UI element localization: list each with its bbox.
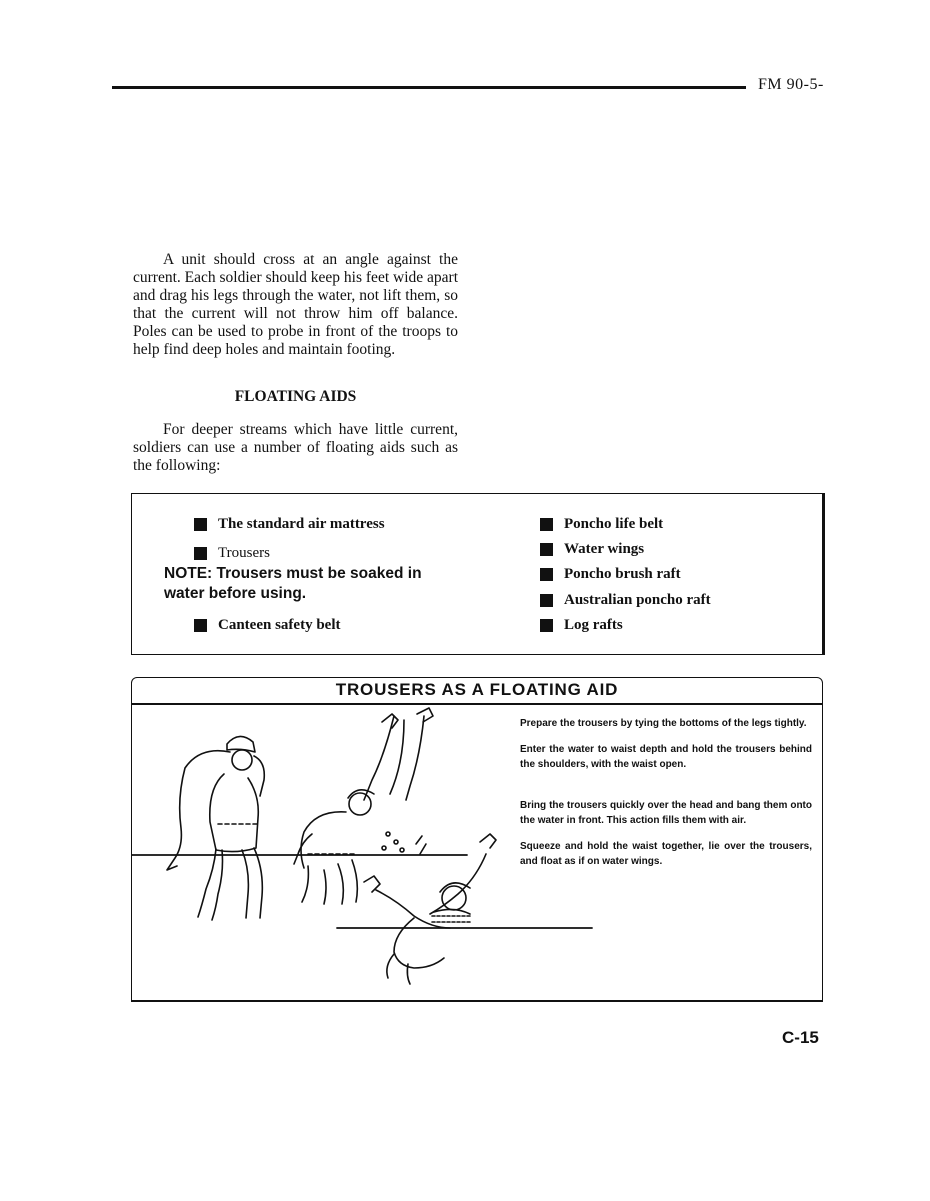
step-bring-over-head: Bring the trousers quickly over the head and bang them onto the water in front. This action fills them with air.	[520, 800, 812, 826]
step-prepare: Prepare the trousers by tying the bottoms of the legs tightly.	[520, 718, 807, 729]
document-id: FM 90-5-	[758, 76, 824, 93]
section-heading-floating-aids: FLOATING AIDS	[234, 388, 357, 405]
header-rule	[112, 86, 746, 89]
step-enter-water: Enter the water to waist depth and hold the trousers behind the shoulders, with the waist open.	[520, 744, 812, 770]
list-item: Australian poncho raft	[540, 592, 711, 609]
square-bullet-icon	[194, 547, 207, 560]
list-item: The standard air mattress	[194, 516, 385, 533]
floating-aids-list	[131, 493, 825, 655]
trousers-note: NOTE: Trousers must be soaked in water before using.	[164, 565, 422, 602]
page-number: C-15	[782, 1028, 819, 1047]
list-item: Canteen safety belt	[194, 617, 340, 634]
list-item: Water wings	[540, 541, 644, 558]
square-bullet-icon	[540, 568, 553, 581]
list-item: Poncho brush raft	[540, 566, 681, 583]
figure-steps	[520, 716, 812, 880]
figure-title: TROUSERS AS A FLOATING AID	[335, 680, 619, 699]
soldier-figure-two	[294, 708, 433, 904]
soldier-figure-one	[167, 736, 264, 920]
intro-paragraph-floating-aids: For deeper streams which have little current, soldiers can use a number of floating aids such as the following:	[133, 421, 458, 474]
square-bullet-icon	[540, 594, 553, 607]
list-item: Poncho life belt	[540, 516, 663, 533]
figure-trousers-floating-aid	[131, 677, 823, 1002]
list-item: Log rafts	[540, 617, 623, 634]
square-bullet-icon	[540, 518, 553, 531]
list-item: Trousers	[194, 545, 270, 562]
square-bullet-icon	[540, 543, 553, 556]
square-bullet-icon	[540, 619, 553, 632]
square-bullet-icon	[194, 518, 207, 531]
step-float: Squeeze and hold the waist together, lie over the trousers, and float as if on water wings.	[520, 841, 812, 867]
soldier-figure-three	[364, 834, 496, 984]
square-bullet-icon	[194, 619, 207, 632]
intro-paragraph-crossing: A unit should cross at an angle against the current. Each soldier should keep his feet wide apart and drag his legs through the water, not lift them, so that the current will not throw him off balance. Poles can be used to probe in front of the troops to help find deep holes and maintain footing.	[133, 251, 458, 358]
